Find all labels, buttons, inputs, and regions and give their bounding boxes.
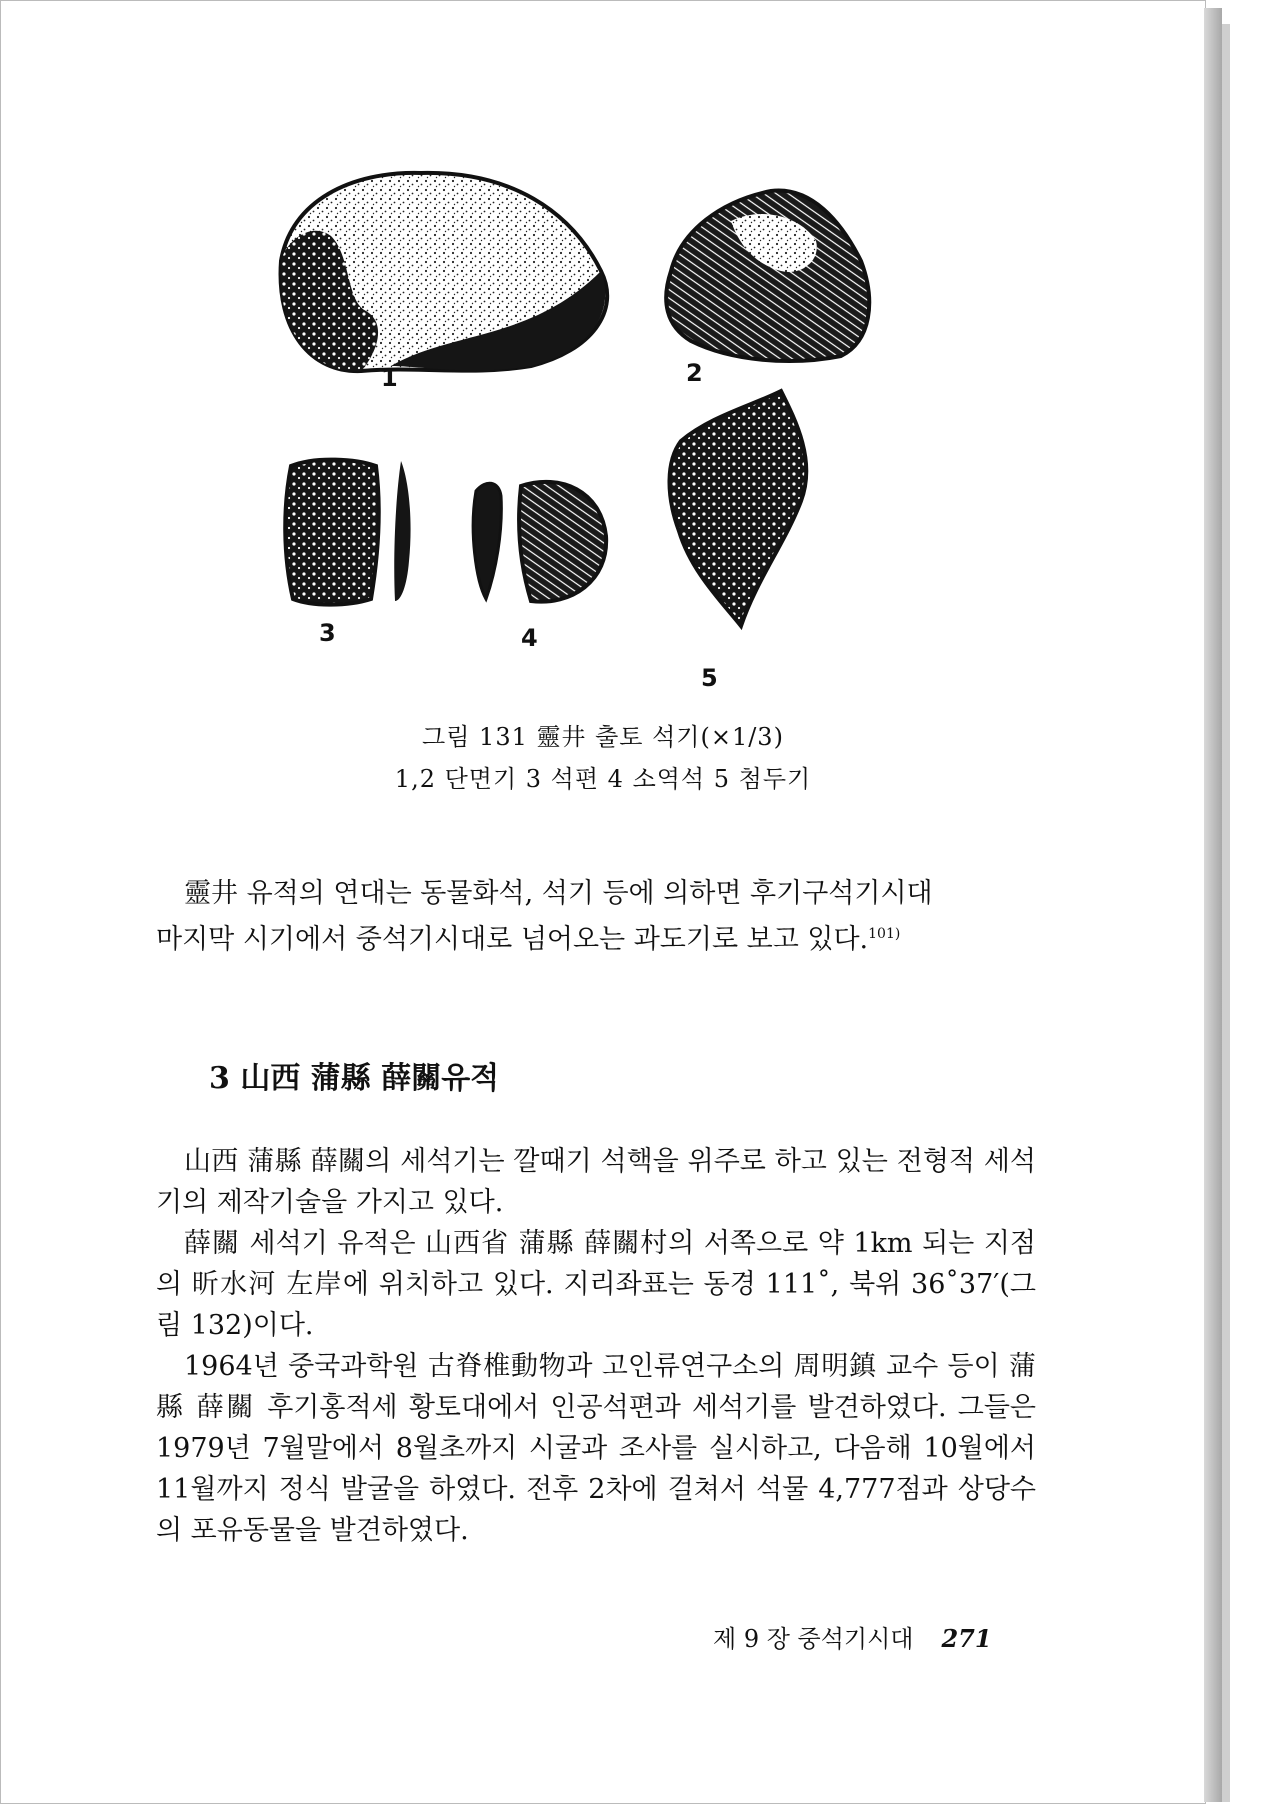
section-heading: 3 山西 蒲縣 薛關유적 [209, 1061, 500, 1096]
stone-tool-1 [281, 173, 608, 371]
tool-label-1: 1 [381, 364, 398, 392]
page-footer [713, 1619, 992, 1654]
section-paragraph-2: 薛關 세석기 유적은 山西省 蒲縣 薛關村의 서쪽으로 약 1km 되는 지점의 昕水河 左岸에 위치하고 있다. 지리좌표는 동경 111˚, 북위 36˚37′(그림 132)이다. [156, 1228, 1036, 1341]
page-number: 271 [941, 1624, 992, 1653]
figure-caption-legend: 1,2 단면기 3 석편 4 소역석 5 첨두기 [394, 765, 812, 793]
section-paragraph-3: 1964년 중국과학원 古脊椎動物과 고인류연구소의 周明鎮 교수 등이 蒲縣 薛關 후기홍적세 황토대에서 인공석편과 세석기를 발견하였다. 그들은 1979년 7월말에서 8월초까지 시굴과 조사를 실시하고, 다음해 10월에서 11월까지 정식 발굴을 하였다. 전후 2차에 걸쳐서 석물 4,777점과 상당수의 포유동물을 발견하였다. [156, 1351, 1036, 1546]
footnote-marker: 101) [868, 926, 901, 942]
tool-label-5: 5 [701, 664, 718, 692]
figure-caption-title: 그림 131 靈井 출토 석기(×1/3) [422, 723, 784, 751]
section-body [156, 1141, 1036, 1551]
stone-tools-illustration [271, 161, 1051, 701]
stone-tool-2 [666, 191, 869, 361]
stone-tool-4 [473, 482, 606, 602]
page-edge-shadow [1204, 8, 1222, 1802]
chapter-title: 제 9 장 중석기시대 [713, 1625, 914, 1653]
tool-label-2: 2 [686, 359, 703, 387]
section-paragraph-1: 山西 蒲縣 薛關의 세석기는 깔때기 석핵을 위주로 하고 있는 전형적 세석기의 제작기술을 가지고 있다. [156, 1146, 1036, 1218]
stone-tool-3 [285, 460, 410, 605]
page-edge-shadow-back [1222, 24, 1230, 1802]
tool-label-3: 3 [319, 619, 336, 647]
tool-label-4: 4 [521, 624, 538, 652]
stone-tools-figure [271, 161, 1051, 701]
paragraph-dating [156, 873, 1036, 960]
stone-tool-5 [669, 391, 806, 626]
paragraph-dating-line1: 靈井 유적의 연대는 동물화석, 석기 등에 의하면 후기구석기시대 [184, 878, 933, 909]
paragraph-dating-line2: 마지막 시기에서 중석기시대로 넘어오는 과도기로 보고 있다. [156, 924, 869, 955]
